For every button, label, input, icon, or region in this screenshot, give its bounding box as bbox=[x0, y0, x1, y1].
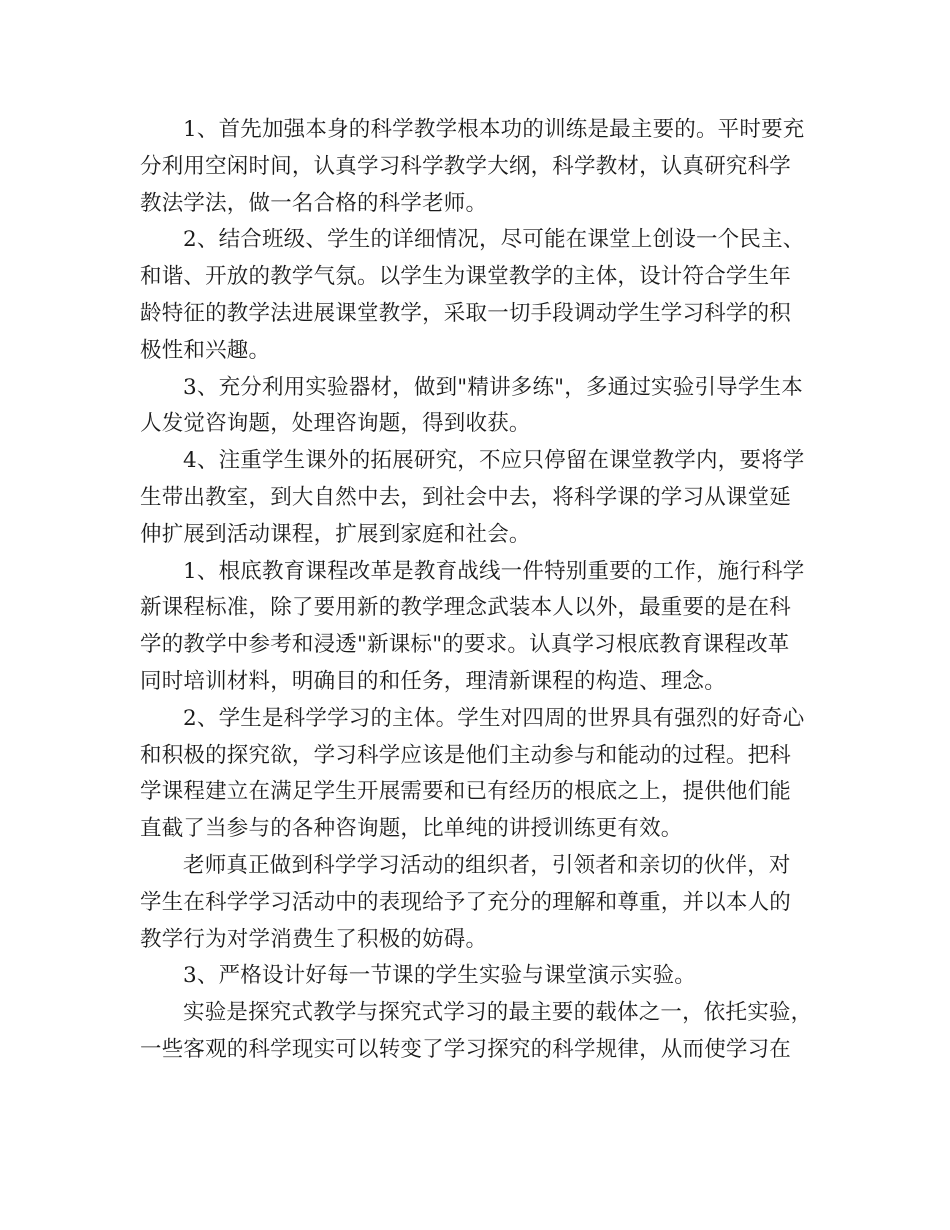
text-line: 教学行为对学消费生了积极的妨碍。 bbox=[140, 926, 488, 952]
paragraph-5 bbox=[140, 554, 830, 701]
text-line: 1、首先加强本身的科学教学根本功的训练是最主要的。平时要充 bbox=[183, 117, 805, 142]
text-line: 伸扩展到活动课程，扩展到家庭和社会。 bbox=[140, 521, 531, 547]
paragraph-1 bbox=[140, 112, 830, 222]
text-line: 龄特征的教学法进展课堂教学，采取一切手段调动学生学习科学的积 bbox=[140, 300, 792, 326]
paragraph-4 bbox=[140, 443, 830, 553]
text-line: 分利用空闲时间，认真学习科学教学大纲，科学教材，认真研究科学 bbox=[140, 153, 792, 179]
text-line: 生带出教室，到大自然中去，到社会中去，将科学课的学习从课堂延 bbox=[140, 484, 792, 510]
text-line: 极性和兴趣。 bbox=[140, 337, 271, 363]
paragraph-7 bbox=[140, 848, 830, 958]
text-line: 直截了当参与的各种咨询题，比单纯的讲授训练更有效。 bbox=[140, 816, 683, 842]
text-line: 2、结合班级、学生的详细情况，尽可能在课堂上创设一个民主、 bbox=[183, 227, 805, 253]
document-body bbox=[140, 112, 830, 1069]
text-line: 实验是探究式教学与探究式学习的最主要的载体之一，依托实验， bbox=[183, 1000, 813, 1026]
text-line: 同时培训材料，明确目的和任务，理清新课程的构造、理念。 bbox=[140, 668, 726, 694]
text-line: 4、注重学生课外的拓展研究，不应只停留在课堂教学内，要将学 bbox=[183, 448, 805, 474]
text-line: 和谐、开放的教学气氛。以学生为课堂教学的主体，设计符合学生年 bbox=[140, 264, 792, 290]
text-line: 教法学法，做一名合格的科学老师。 bbox=[140, 190, 488, 216]
text-line: 人发觉咨询题，处理咨询题，得到收获。 bbox=[140, 411, 531, 437]
paragraph-2 bbox=[140, 222, 830, 369]
paragraph-8 bbox=[140, 958, 830, 995]
text-line: 新课程标准，除了要用新的教学理念武装本人以外，最重要的是在科 bbox=[140, 595, 792, 621]
text-line: 一些客观的科学现实可以转变了学习探究的科学规律，从而使学习在 bbox=[140, 1036, 792, 1062]
paragraph-9 bbox=[140, 995, 830, 1069]
text-line: 和积极的探究欲，学习科学应该是他们主动参与和能动的过程。把科 bbox=[140, 742, 792, 768]
paragraph-3 bbox=[140, 370, 830, 444]
text-line: 学课程建立在满足学生开展需要和已有经历的根底之上，提供他们能 bbox=[140, 779, 792, 805]
text-line: 1、根底教育课程改革是教育战线一件特别重要的工作，施行科学 bbox=[183, 558, 805, 584]
text-line: 2、学生是科学学习的主体。学生对四周的世界具有强烈的好奇心 bbox=[183, 705, 805, 731]
text-line: 老师真正做到科学学习活动的组织者，引领者和亲切的伙伴，对 bbox=[183, 852, 791, 878]
text-line: 学生在科学学习活动中的表现给予了充分的理解和尊重，并以本人的 bbox=[140, 889, 792, 915]
text-line: 学的教学中参考和浸透"新课标"的要求。认真学习根底教育课程改革 bbox=[140, 632, 790, 658]
paragraph-6 bbox=[140, 701, 830, 848]
text-line: 3、严格设计好每一节课的学生实验与课堂演示实验。 bbox=[183, 963, 696, 989]
text-line: 3、充分利用实验器材，做到"精讲多练"，多通过实验引导学生本 bbox=[183, 374, 803, 400]
